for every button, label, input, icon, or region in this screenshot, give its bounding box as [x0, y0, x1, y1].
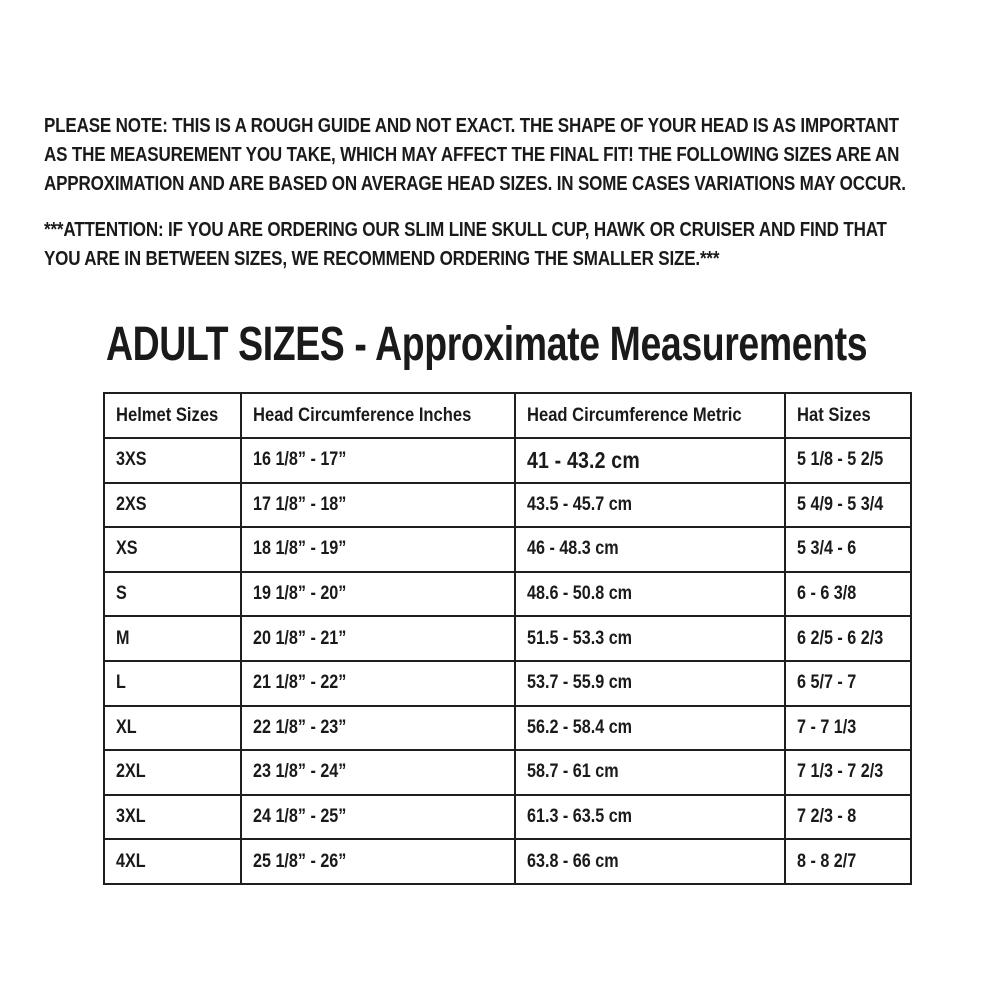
hat-size-cell	[785, 527, 911, 572]
notes-section	[44, 111, 1000, 290]
inches-cell	[241, 795, 515, 840]
inches-cell-value: 24 1/8” - 25”	[253, 806, 347, 828]
hat-size-cell	[785, 616, 911, 661]
metric-cell	[515, 839, 785, 884]
size-table	[103, 392, 912, 885]
column-header	[104, 393, 241, 438]
hat-size-cell	[785, 706, 911, 751]
table-row	[104, 750, 911, 795]
metric-cell-value: 48.6 - 50.8 cm	[527, 583, 633, 605]
column-header	[241, 393, 515, 438]
inches-cell-value: 21 1/8” - 22”	[253, 672, 347, 694]
metric-cell-value: 46 - 48.3 cm	[527, 538, 619, 560]
helmet-size-cell	[104, 438, 241, 483]
helmet-size-cell-value: M	[116, 627, 130, 649]
table-row	[104, 706, 911, 751]
helmet-size-cell	[104, 483, 241, 528]
column-header-label: Head Circumference Metric	[527, 404, 742, 426]
inches-cell-value: 25 1/8” - 26”	[253, 850, 347, 872]
note-line: APPROXIMATION AND ARE BASED ON AVERAGE HEAD SIZES. IN SOME CASES VARIATIONS MAY OCCUR.	[44, 172, 906, 195]
helmet-size-cell	[104, 527, 241, 572]
helmet-size-cell-value: L	[116, 672, 126, 694]
helmet-size-cell-value: 4XL	[116, 850, 146, 872]
hat-size-cell-value: 6 - 6 3/8	[796, 583, 856, 605]
inches-cell	[241, 661, 515, 706]
metric-cell	[515, 438, 785, 483]
helmet-size-cell	[104, 616, 241, 661]
note-line: ***ATTENTION: IF YOU ARE ORDERING OUR SLIM LINE SKULL CUP, HAWK OR CRUISER AND FIND THAT	[44, 218, 887, 241]
hat-size-cell-value: 6 2/5 - 6 2/3	[796, 627, 883, 649]
metric-cell	[515, 616, 785, 661]
note-line: YOU ARE IN BETWEEN SIZES, WE RECOMMEND ORDERING THE SMALLER SIZE.***	[44, 247, 720, 270]
hat-size-cell-value: 5 3/4 - 6	[796, 538, 856, 560]
inches-cell-value: 18 1/8” - 19”	[253, 538, 347, 560]
table-row	[104, 527, 911, 572]
inches-cell	[241, 527, 515, 572]
note-line: AS THE MEASUREMENT YOU TAKE, WHICH MAY AFFECT THE FINAL FIT! THE FOLLOWING SIZES ARE AN	[44, 143, 900, 166]
helmet-size-cell-value: 3XS	[116, 449, 147, 471]
hat-size-cell	[785, 483, 911, 528]
inches-cell-value: 17 1/8” - 18”	[253, 493, 347, 515]
inches-cell-value: 16 1/8” - 17”	[253, 449, 347, 471]
hat-size-cell-value: 8 - 8 2/7	[796, 850, 856, 872]
helmet-size-cell	[104, 572, 241, 617]
inches-cell	[241, 750, 515, 795]
inches-cell	[241, 616, 515, 661]
column-header-label: Head Circumference Inches	[253, 404, 472, 426]
helmet-size-cell-value: 3XL	[116, 806, 146, 828]
helmet-size-cell	[104, 795, 241, 840]
hat-size-cell-value: 5 4/9 - 5 3/4	[796, 493, 883, 515]
table-row	[104, 616, 911, 661]
helmet-size-cell-value: XS	[116, 538, 138, 560]
helmet-size-cell	[104, 661, 241, 706]
helmet-size-cell	[104, 839, 241, 884]
metric-cell	[515, 483, 785, 528]
helmet-size-cell	[104, 750, 241, 795]
column-header	[785, 393, 911, 438]
inches-cell	[241, 839, 515, 884]
helmet-size-cell-value: S	[116, 583, 127, 605]
hat-size-cell	[785, 839, 911, 884]
metric-cell-value: 51.5 - 53.3 cm	[527, 627, 633, 649]
inches-cell	[241, 438, 515, 483]
hat-size-cell	[785, 438, 911, 483]
helmet-size-cell-value: 2XL	[116, 761, 146, 783]
hat-size-cell	[785, 795, 911, 840]
inches-cell-value: 23 1/8” - 24”	[253, 761, 347, 783]
table-row	[104, 572, 911, 617]
helmet-size-cell-value: 2XS	[116, 493, 147, 515]
metric-cell	[515, 750, 785, 795]
table-row	[104, 795, 911, 840]
table-row	[104, 839, 911, 884]
size-table-body	[104, 438, 911, 884]
hat-size-cell-value: 7 2/3 - 8	[796, 806, 856, 828]
metric-cell-value: 56.2 - 58.4 cm	[527, 716, 633, 738]
column-header-label: Helmet Sizes	[116, 404, 219, 426]
inches-cell	[241, 483, 515, 528]
attention-text	[44, 215, 887, 273]
helmet-size-cell-value: XL	[116, 716, 137, 738]
metric-cell-value: 43.5 - 45.7 cm	[527, 493, 633, 515]
inches-cell-value: 20 1/8” - 21”	[253, 627, 347, 649]
page-title: ADULT SIZES - Approximate Measurements	[106, 318, 868, 371]
column-header-label: Hat Sizes	[796, 404, 871, 426]
metric-cell	[515, 795, 785, 840]
hat-size-cell-value: 7 1/3 - 7 2/3	[796, 761, 883, 783]
inches-cell-value: 19 1/8” - 20”	[253, 583, 347, 605]
metric-cell-value: 53.7 - 55.9 cm	[527, 672, 633, 694]
hat-size-cell-value: 6 5/7 - 7	[796, 672, 856, 694]
hat-size-cell	[785, 572, 911, 617]
metric-cell	[515, 661, 785, 706]
hat-size-cell-value: 7 - 7 1/3	[796, 716, 856, 738]
inches-cell-value: 22 1/8” - 23”	[253, 716, 347, 738]
note-line: PLEASE NOTE: THIS IS A ROUGH GUIDE AND NOT EXACT. THE SHAPE OF YOUR HEAD IS AS IMPORTANT	[44, 114, 899, 137]
metric-cell-value: 58.7 - 61 cm	[527, 761, 619, 783]
table-row	[104, 483, 911, 528]
metric-cell-value: 41 - 43.2 cm	[527, 446, 641, 473]
hat-size-cell	[785, 750, 911, 795]
hat-size-cell-value: 5 1/8 - 5 2/5	[796, 449, 883, 471]
inches-cell	[241, 706, 515, 751]
metric-cell	[515, 706, 785, 751]
inches-cell	[241, 572, 515, 617]
please-note-text	[44, 111, 906, 198]
metric-cell	[515, 572, 785, 617]
hat-size-cell	[785, 661, 911, 706]
metric-cell-value: 63.8 - 66 cm	[527, 850, 619, 872]
metric-cell	[515, 527, 785, 572]
helmet-size-cell	[104, 706, 241, 751]
table-row	[104, 661, 911, 706]
table-header-row	[104, 393, 911, 438]
metric-cell-value: 61.3 - 63.5 cm	[527, 806, 633, 828]
table-row	[104, 438, 911, 483]
column-header	[515, 393, 785, 438]
